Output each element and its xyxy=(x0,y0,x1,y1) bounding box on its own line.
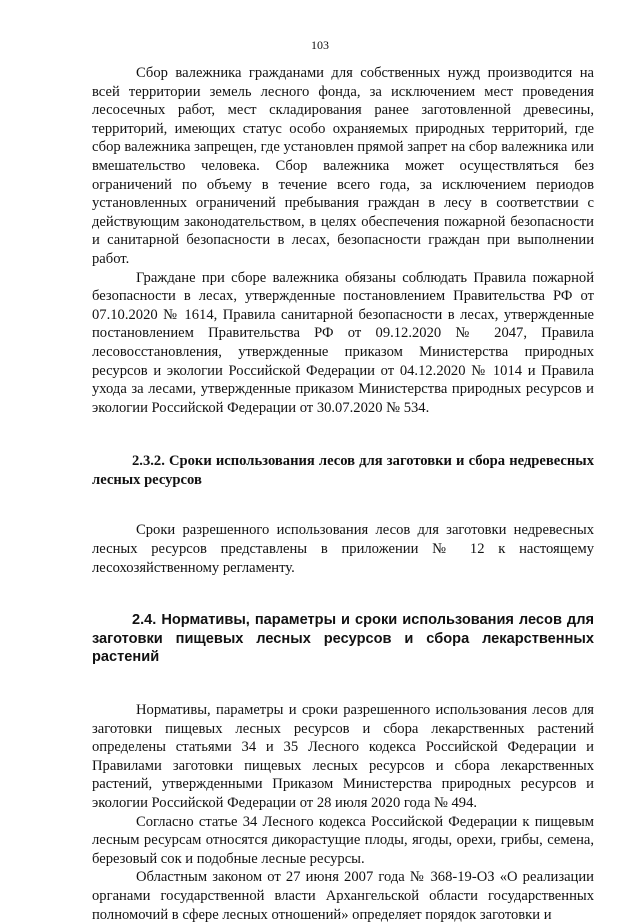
paragraph-citizens-obligations: Граждане при сборе валежника обязаны соблюдать Правила пожарной безопасности в лесах, утвержденные постановлением Правительства РФ от 07.10.2020 № 1614, Правила санитарной безопасности в лесах, утвержденные постановлением Правительства РФ от 09.12.2020 № 2047, Правила лесовосстановления, утвержденные приказом Министерства природных ресурсов и экологии Российской Федерации от 04.12.2020 № 1014 и Правила ухода за лесами, утвержденные приказом Министерства природных ресурсов и экологии Российской Федерации от 30.07.2020 № 534. xyxy=(92,269,594,416)
section-heading-2-3-2: 2.3.2. Сроки использования лесов для заготовки и сбора недревесных лесных ресурсов xyxy=(92,453,594,488)
page-number: 103 xyxy=(311,38,329,52)
paragraph-non-timber-terms: Сроки разрешенного использования лесов для заготовки недревесных лесных ресурсов представлены в приложении № 12 к настоящему лесохозяйственному регламенту. xyxy=(92,522,594,576)
paragraph-deadwood-collection: Сбор валежника гражданами для собственных нужд производится на всей территории земель лесного фонда, за исключением мест проведения лесосечных работ, мест складирования ранее заготовленной древесины, территорий, имеющих статус особо охраняемых природных территорий, где сбор валежника запрещен, где установлен прямой запрет на сбор валежника или вмешательство человека. Сбор валежника может осуществляться без ограничений по объему в течение всего года, за исключением периодов установленных ограничений пребывания граждан в лесу в соответствии с действующим законодательством, в целях обеспечения пожарной безопасности и санитарной безопасности в лесах, безопасности граждан при выполнении работ. xyxy=(92,65,594,267)
paragraph-norms-parameters: Нормативы, параметры и сроки разрешенного использования лесов для заготовки пищевых лесных ресурсов и сбора лекарственных растений определены статьями 34 и 35 Лесного кодекса Российской Федерации и Правилами заготовки пищевых лесных ресурсов и сбора лекарственных растений, утвержденными Приказом Министерства природных ресурсов и экологии Российской Федерации от 28 июля 2020 года № 494. xyxy=(92,702,594,811)
paragraph-article-34: Согласно статье 34 Лесного кодекса Российской Федерации к пищевым лесным ресурсам относятся дикорастущие плоды, ягоды, орехи, грибы, семена, березовый сок и подобные лесные ресурсы. xyxy=(92,813,594,867)
page-content xyxy=(92,64,594,924)
paragraph-regional-law: Областным законом от 27 июня 2007 года № 368-19-ОЗ «О реализации органами государственной власти Архангельской области государственных полномочий в сфере лесных отношений» определяет порядок заготовки и xyxy=(92,869,594,923)
section-heading-2-4: 2.4. Нормативы, параметры и сроки использования лесов для заготовки пищевых лесных ресурсов и сбора лекарственных растений xyxy=(92,612,594,666)
